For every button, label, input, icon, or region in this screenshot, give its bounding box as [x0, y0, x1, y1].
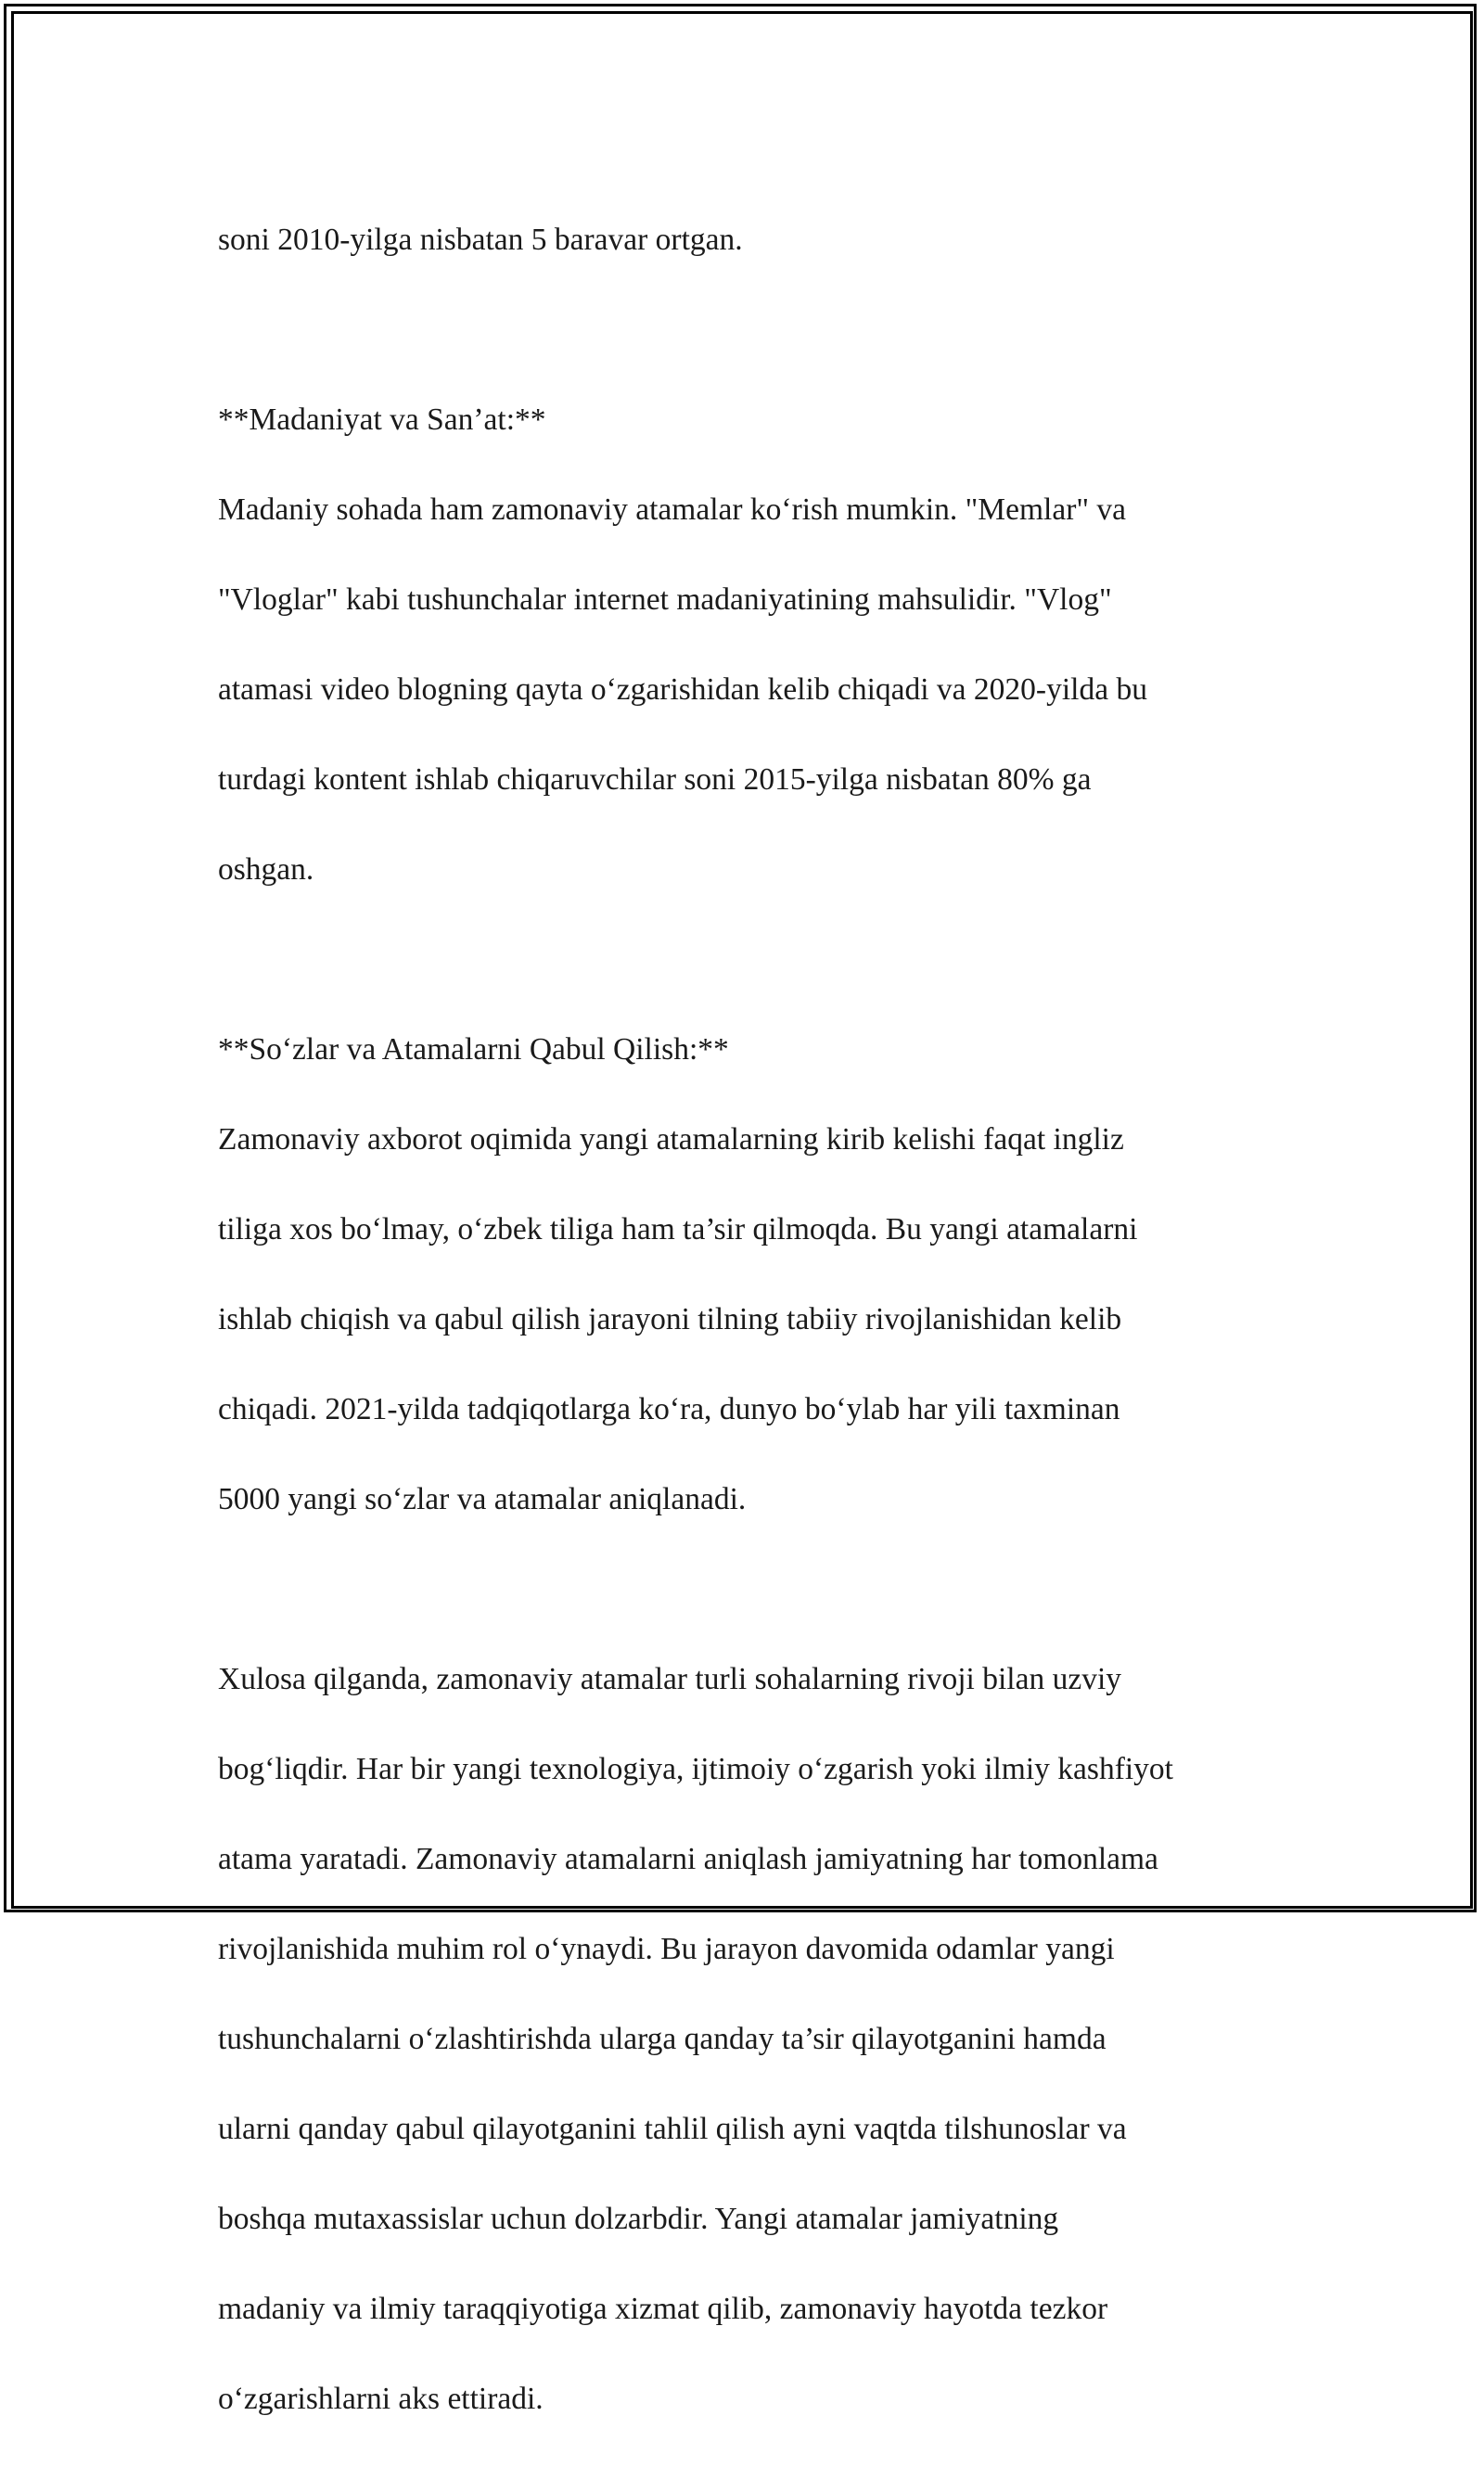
paragraph-culture: [218, 352, 1294, 938]
text-line: bog‘liqdir. Har bir yangi texnologiya, ijtimoiy o‘zgarish yoki ilmiy kashfiyot: [218, 1751, 1173, 1786]
text-line: atamasi video blogning qayta o‘zgarishidan kelib chiqadi va 2020-yilda bu: [218, 671, 1147, 707]
text-line: rivojlanishida muhim rol o‘ynaydi. Bu jarayon davomida odamlar yangi: [218, 1931, 1115, 1966]
text-line: Zamonaviy axborot oqimida yangi atamalarning kirib kelishi faqat ingliz: [218, 1121, 1124, 1157]
text-line: o‘zgarishlarni aks ettiradi.: [218, 2381, 544, 2416]
text-line: atama yaratadi. Zamonaviy atamalarni aniqlash jamiyatning har tomonlama: [218, 1841, 1158, 1876]
text-line: 5000 yangi so‘zlar va atamalar aniqlanadi.: [218, 1481, 747, 1516]
text-line: turdagi kontent ishlab chiqaruvchilar soni 2015-yilga nisbatan 80% ga: [218, 761, 1092, 797]
text-line: boshqa mutaxassislar uchun dolzarbdir. Yangi atamalar jamiyatning: [218, 2201, 1059, 2236]
text-line: madaniy va ilmiy taraqqiyotiga xizmat qilib, zamonaviy hayotda tezkor: [218, 2291, 1108, 2326]
section-heading: **Madaniyat va San’at:**: [218, 402, 546, 437]
paragraph-continuation: [218, 173, 1294, 308]
text-line: Xulosa qilganda, zamonaviy atamalar turli sohalarning rivoji bilan uzviy: [218, 1661, 1122, 1696]
text-line: soni 2010-yilga nisbatan 5 baravar ortgan.: [218, 222, 743, 257]
text-line: oshgan.: [218, 851, 314, 887]
text-line: tushunchalarni o‘zlashtirishda ularga qanday ta’sir qilayotganini hamda: [218, 2021, 1107, 2056]
section-heading: **So‘zlar va Atamalarni Qabul Qilish:**: [218, 1031, 729, 1067]
text-line: "Vloglar" kabi tushunchalar internet madaniyatining mahsulidir. "Vlog": [218, 582, 1112, 617]
text-line: ishlab chiqish va qabul qilish jarayoni tilning tabiiy rivojlanishidan kelib: [218, 1301, 1122, 1336]
paragraph-adoption: [218, 982, 1294, 1567]
paragraph-gap: [218, 1567, 1294, 1613]
document-body: [218, 173, 1294, 2467]
paragraph-conclusion: [218, 1612, 1294, 2467]
text-line: Madaniy sohada ham zamonaviy atamalar ko‘rish mumkin. "Memlar" va: [218, 492, 1127, 527]
paragraph-gap: [218, 308, 1294, 353]
text-line: ularni qanday qabul qilayotganini tahlil qilish ayni vaqtda tilshunoslar va: [218, 2111, 1127, 2146]
paragraph-gap: [218, 938, 1294, 983]
text-line: chiqadi. 2021-yilda tadqiqotlarga ko‘ra, dunyo bo‘ylab har yili taxminan: [218, 1391, 1120, 1426]
text-line: tiliga xos bo‘lmay, o‘zbek tiliga ham ta’sir qilmoqda. Bu yangi atamalarni: [218, 1211, 1138, 1246]
